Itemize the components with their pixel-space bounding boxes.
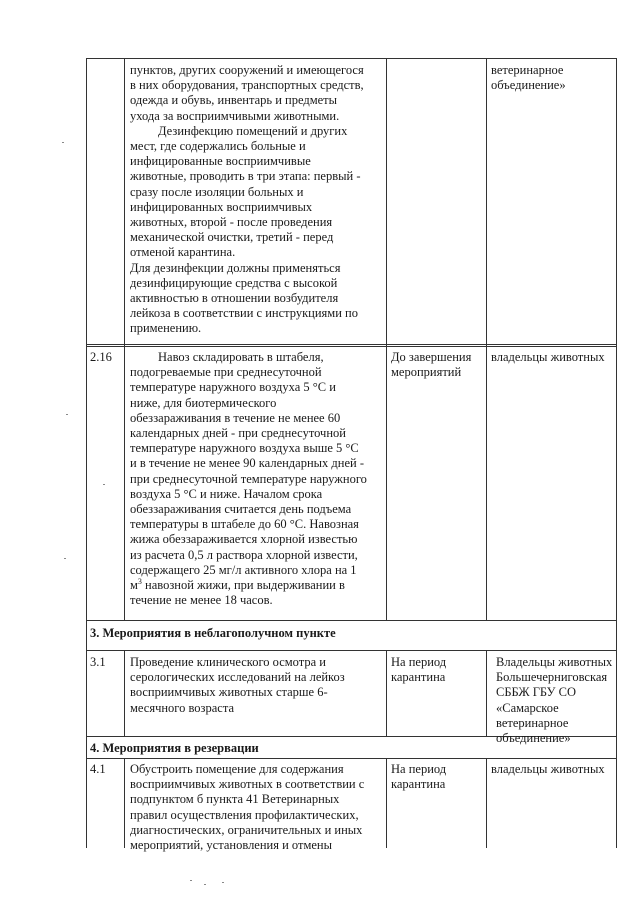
text-line: отменой карантина. xyxy=(130,245,236,260)
row216-responsible: владельцы животных xyxy=(491,350,605,364)
text-line: серологических исследований на лейкоз xyxy=(130,670,345,685)
table-border-col3 xyxy=(486,58,487,620)
text-line: мест, где содержались больные и xyxy=(130,139,306,154)
text-line: Навоз складировать в штабеля, xyxy=(158,350,324,364)
text-line: и в течение не менее 90 календарных дней - xyxy=(130,456,364,471)
text-line: ветеринарное xyxy=(491,63,564,77)
section-heading: 3. Мероприятия в неблагополучном пункте xyxy=(90,626,336,640)
text-line: течение не менее 18 часов. xyxy=(130,593,273,608)
row216-action-text xyxy=(130,350,367,608)
text-line: объединение» xyxy=(496,731,571,746)
text-line: лейкоза в соответствии с инструкциями по xyxy=(130,306,358,321)
row-divider xyxy=(86,620,616,621)
text-line: На период xyxy=(391,655,447,669)
row-divider xyxy=(86,344,616,345)
text-line: До завершения xyxy=(391,350,472,364)
text-line: На период xyxy=(391,762,447,776)
row31-action-text xyxy=(130,655,382,716)
text-line: ниже, для биотермического xyxy=(130,395,277,410)
text-line: подогреваемые при среднесуточной xyxy=(130,365,322,380)
scan-speck xyxy=(64,558,66,559)
table-border-top xyxy=(86,58,616,59)
text-line: Проведение клинического осмотра и xyxy=(130,655,326,669)
section-heading: 4. Мероприятия в резервации xyxy=(90,741,259,755)
text-line: Большечерниговская xyxy=(496,670,608,685)
scan-speck xyxy=(103,484,105,485)
text-line: содержащего 25 мг/л активного хлора на 1 xyxy=(130,562,357,577)
row1-action-text xyxy=(130,63,364,337)
text-line: карантина xyxy=(391,777,446,792)
text-line: обеззараживания считается день подъема xyxy=(130,502,352,517)
text-line: при среднесуточной температуре наружного xyxy=(130,471,367,486)
text-line: мероприятий, установления и отмены xyxy=(130,838,333,853)
unit-m: м xyxy=(130,578,138,593)
row-divider xyxy=(86,758,616,759)
row31-term xyxy=(391,655,446,685)
text-line: температуре наружного воздуха 5 °С и xyxy=(130,380,336,395)
text-line: одежда и обувь, инвентарь и предметы xyxy=(130,93,338,108)
text-line: в них оборудования, транспортных средств, xyxy=(130,78,364,93)
text-line: активностью в отношении возбудителя xyxy=(130,291,339,306)
text-line: механической очистки, третий - перед xyxy=(130,230,334,245)
row-number: 2.16 xyxy=(90,350,112,364)
text-line: диагностических, ограничительных и иных xyxy=(130,822,363,837)
text-line: обеззараживания в течение не менее 60 xyxy=(130,410,341,425)
text-line: температуры в штабеле до 60 °С. Навозная xyxy=(130,517,359,532)
row41-action-text xyxy=(130,762,364,853)
text-line: дезинфицирующие средства с высокой xyxy=(130,275,338,290)
row1-responsible xyxy=(491,63,566,93)
table-border-left xyxy=(86,58,87,848)
row-divider xyxy=(86,650,616,651)
table-border-col2 xyxy=(386,58,387,620)
table-border-col2 xyxy=(386,758,387,848)
unit-superscript: 3 xyxy=(137,576,142,586)
text-line: объединение» xyxy=(491,78,566,93)
text-line: восприимчивых животных в соответствии с xyxy=(130,777,365,792)
text-line: месячного возраста xyxy=(130,700,234,715)
table-border-col1 xyxy=(124,758,125,848)
row31-responsible xyxy=(496,655,612,746)
text-fragment: навозной жижи, при выдерживании в xyxy=(141,578,345,593)
text-line xyxy=(130,578,367,593)
text-line: подпунктом б пункта 41 Ветеринарных xyxy=(130,792,340,807)
text-line: Дезинфекцию помещений и других xyxy=(158,123,348,138)
text-line: температуре наружного воздуха выше 5 °С xyxy=(130,441,359,456)
text-line: Владельцы животных xyxy=(496,655,613,669)
scan-speck xyxy=(66,414,68,415)
text-line: инфицированных восприимчивых xyxy=(130,199,313,214)
text-line: применению. xyxy=(130,321,202,336)
row-divider xyxy=(86,346,616,347)
row216-term xyxy=(391,350,471,380)
text-line: карантина xyxy=(391,670,446,685)
text-line: сразу после изоляции больных и xyxy=(130,184,304,199)
table-border-col3 xyxy=(486,758,487,848)
text-line: восприимчивых животных старше 6- xyxy=(130,685,328,700)
table-border-col1 xyxy=(124,58,125,620)
table-border-col1 xyxy=(124,650,125,736)
text-line: жижа обеззараживается хлорной известью xyxy=(130,532,358,547)
text-line: пунктов, других сооружений и имеющегося xyxy=(130,63,364,77)
text-line: ветеринарное xyxy=(496,715,569,730)
table-border-col3 xyxy=(486,650,487,736)
scan-speck xyxy=(222,882,224,883)
text-line: правил осуществления профилактических, xyxy=(130,807,359,822)
text-line: СББЖ ГБУ СО xyxy=(496,685,577,700)
text-line: инфицированные восприимчивые xyxy=(130,154,311,169)
text-line: Обустроить помещение для содержания xyxy=(130,762,344,776)
scan-speck xyxy=(204,884,206,885)
row41-term xyxy=(391,762,446,792)
text-line: календарных дней - при среднесуточной xyxy=(130,426,346,441)
text-line: «Самарское xyxy=(496,700,559,715)
text-line: мероприятий xyxy=(391,365,462,380)
row-number: 4.1 xyxy=(90,762,106,776)
text-line: ухода за восприимчивыми животными. xyxy=(130,108,340,123)
text-line: из расчета 0,5 л раствора хлорной извести, xyxy=(130,547,358,562)
scan-speck xyxy=(62,142,64,143)
row-number: 3.1 xyxy=(90,655,106,669)
scan-speck xyxy=(190,880,192,881)
text-line: животные, проводить в три этапа: первый - xyxy=(130,169,361,184)
text-line: Для дезинфекции должны применяться xyxy=(130,260,341,275)
table-border-right xyxy=(616,58,617,848)
row41-responsible: владельцы животных xyxy=(491,762,605,776)
text-line: воздуха 5 °С и ниже. Началом срока xyxy=(130,486,323,501)
text-line: животных, второй - после проведения xyxy=(130,215,333,230)
table-border-col2 xyxy=(386,650,387,736)
